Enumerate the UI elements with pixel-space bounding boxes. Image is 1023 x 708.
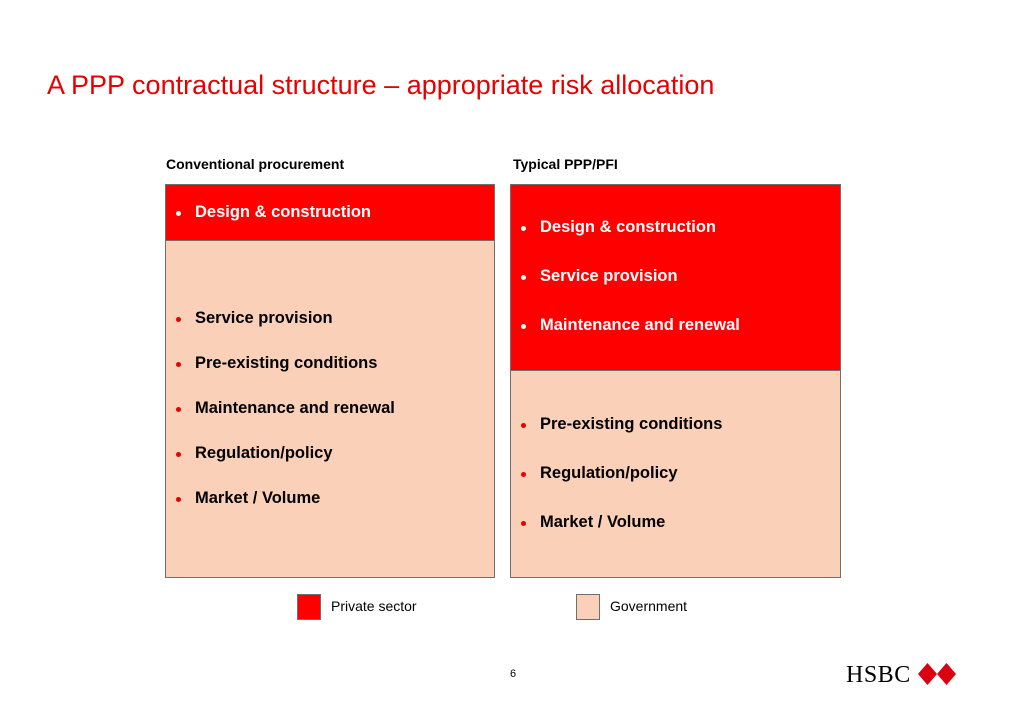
list-item: Maintenance and renewal bbox=[511, 316, 840, 335]
bullet-icon bbox=[176, 407, 181, 412]
right-private-list bbox=[511, 218, 840, 335]
bullet-icon bbox=[521, 324, 526, 329]
hsbc-hexagon-icon bbox=[918, 663, 956, 685]
bullet-icon bbox=[521, 423, 526, 428]
bullet-icon bbox=[176, 497, 181, 502]
list-item: Design & construction bbox=[166, 203, 494, 222]
list-item: Market / Volume bbox=[511, 513, 840, 532]
conventional-procurement-panel bbox=[165, 184, 495, 578]
list-item: Pre-existing conditions bbox=[511, 415, 840, 434]
typical-ppp-pfi-panel bbox=[510, 184, 841, 578]
legend-label: Private sector bbox=[331, 598, 417, 614]
page-title: A PPP contractual structure – appropriate risk allocation bbox=[47, 70, 715, 100]
left-private-zone bbox=[166, 185, 494, 240]
typical-ppp-pfi-heading: Typical PPP/PFI bbox=[513, 156, 618, 172]
list-item: Service provision bbox=[511, 267, 840, 286]
bullet-icon bbox=[521, 275, 526, 280]
page-number: 6 bbox=[510, 668, 517, 680]
list-item: Pre-existing conditions bbox=[166, 354, 494, 373]
private-sector-swatch bbox=[297, 594, 321, 620]
right-government-list bbox=[511, 415, 840, 532]
bullet-icon bbox=[176, 452, 181, 457]
left-government-list bbox=[166, 309, 494, 508]
bullet-icon bbox=[176, 362, 181, 367]
bullet-icon bbox=[176, 211, 181, 216]
bullet-icon bbox=[521, 226, 526, 231]
conventional-procurement-heading: Conventional procurement bbox=[166, 156, 345, 172]
right-private-zone bbox=[511, 185, 840, 370]
list-item: Regulation/policy bbox=[166, 444, 494, 463]
legend-label: Government bbox=[610, 598, 688, 614]
right-government-zone bbox=[511, 370, 840, 577]
list-item: Regulation/policy bbox=[511, 464, 840, 483]
bullet-icon bbox=[521, 472, 526, 477]
list-item: Maintenance and renewal bbox=[166, 399, 494, 418]
list-item: Service provision bbox=[166, 309, 494, 328]
left-private-list bbox=[166, 203, 494, 222]
hsbc-logo bbox=[846, 660, 958, 690]
bullet-icon bbox=[176, 317, 181, 322]
bullet-icon bbox=[521, 521, 526, 526]
logo-text: HSBC bbox=[846, 662, 911, 688]
government-swatch bbox=[576, 594, 600, 620]
list-item: Design & construction bbox=[511, 218, 840, 237]
list-item: Market / Volume bbox=[166, 489, 494, 508]
left-government-zone bbox=[166, 240, 494, 577]
